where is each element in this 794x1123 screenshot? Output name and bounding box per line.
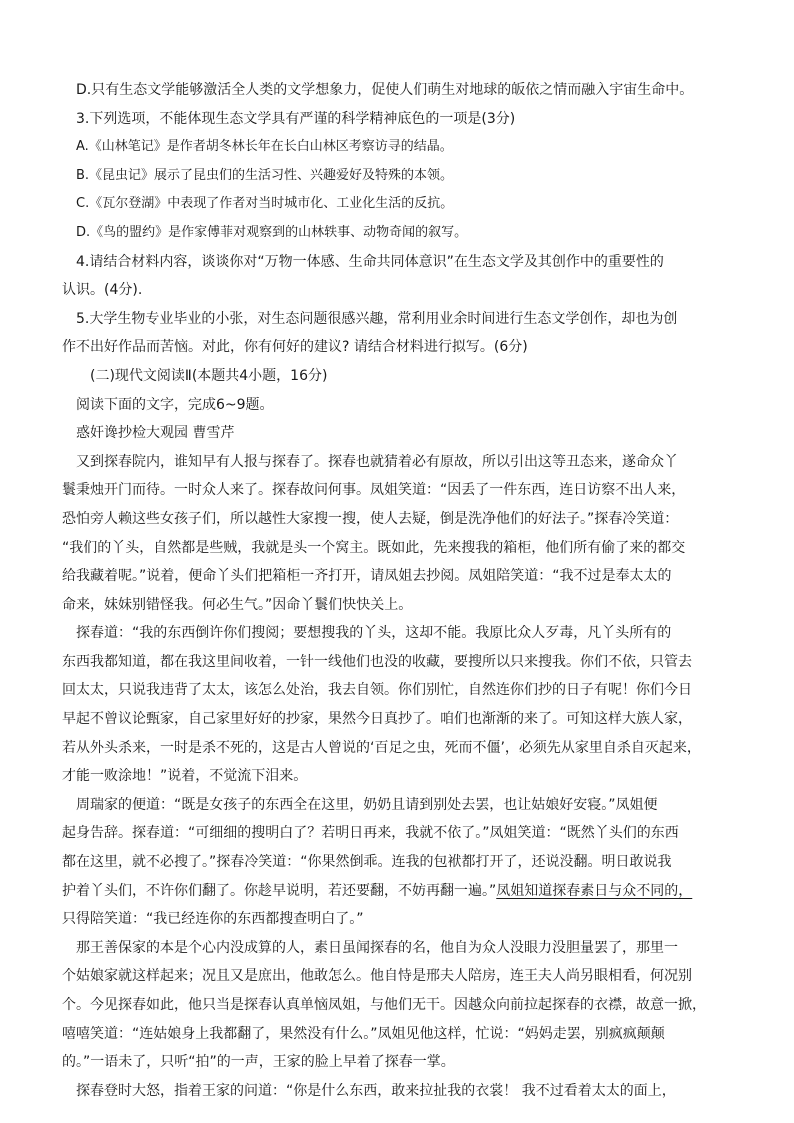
passage-p3-line-1: 周瑞家的便道：“既是女孩子的东西全在这里，奶奶且请到别处去罢，也让姑娘好安寝。”凤姐便 bbox=[76, 796, 658, 813]
passage-p2-line-5: 若从外头杀来，一时是杀不死的，这是古人曾说的‘百足之虫，死而不僵’，必须先从家里自杀自灭起来， bbox=[62, 739, 701, 756]
passage-p1-line-4: “我们的丫头，自然都是些贼，我就是头一个窝主。既如此，先来搜我的箱柜，他们所有偷了来的都交 bbox=[62, 539, 686, 556]
question-5-line-1: 5.大学生物专业毕业的小张，对生态问题很感兴趣，常利用业余时间进行生态文学创作，却也为创 bbox=[76, 310, 678, 327]
passage-p3-underlined-sentence: 凤姐知道探春素日与众不同的， bbox=[496, 882, 693, 899]
section-heading: (二)现代文阅读Ⅱ(本题共4小题，16分) bbox=[90, 367, 328, 384]
passage-p4-line-1: 那王善保家的本是个心内没成算的人，素日虽闻探春的名，他自为众人没眼力没胆量罢了，那里一 bbox=[76, 939, 678, 956]
passage-p2-line-4: 早起不曾议论甄家，自己家里好好的抄家，果然今日真抄了。咱们也渐渐的来了。可知这样大族人家， bbox=[62, 711, 692, 728]
passage-p1-line-6: 命来，妹妹别错怪我。何必生气。”因命丫鬟们快快关上。 bbox=[62, 596, 413, 613]
passage-p1-line-1: 又到探春院内，谁知早有人报与探春了。探春也就猜着必有原故，所以引出这等丑态来，遂命众丫 bbox=[76, 453, 678, 470]
passage-p2-line-1: 探春道：“我的东西倒许你们搜阅；要想搜我的丫头，这却不能。我原比众人歹毒，凡丫头所有的 bbox=[76, 625, 672, 642]
question-3-option-d: D.《鸟的盟约》是作家傅菲对观察到的山林轶事、动物奇闻的叙写。 bbox=[76, 224, 468, 240]
question-3-option-a: A.《山林笔记》是作者胡冬林长年在长白山林区考察访寻的结晶。 bbox=[76, 139, 453, 155]
passage-p4-line-4: 嘻嘻笑道：“连姑娘身上我都翻了，果然没有什么。”凤姐见他这样，忙说：“妈妈走罢，别疯疯颠颠 bbox=[62, 1025, 665, 1042]
passage-p3-line-5: 只得陪笑道：“我已经连你的东西都搜查明白了。” bbox=[62, 911, 364, 928]
passage-p3-line-4 bbox=[62, 877, 734, 906]
passage-p2-line-6: 才能一败涂地！”说着，不觉流下泪来。 bbox=[62, 768, 308, 785]
passage-p2-line-2: 东西我都知道，都在我这里间收着，一针一线他们也没的收藏，要搜所以只来搜我。你们不依，只管去 bbox=[62, 653, 692, 670]
passage-p1-line-5: 给我藏着呢。”说着，便命丫头们把箱柜一齐打开，请凤姐去抄阅。凤姐陪笑道：“我不过是奉太太的 bbox=[62, 568, 672, 585]
passage-p4-line-2: 个姑娘家就这样起来；况且又是庶出，他敢怎么。他自恃是邢夫人陪房，连王夫人尚另眼相看，何况别 bbox=[62, 968, 692, 985]
section-instruction: 阅读下面的文字，完成6~9题。 bbox=[76, 396, 274, 413]
passage-p1-line-3: 恐怕旁人赖这些女孩子们，所以越性大家搜一搜，使人去疑，倒是洗净他们的好法子。”探春冷笑道： bbox=[62, 510, 679, 527]
passage-title: 惑奸谗抄检大观园 曹雪芹 bbox=[76, 425, 235, 442]
question-3-stem: 3.下列选项，不能体现生态文学具有严谨的科学精神底色的一项是(3分) bbox=[76, 110, 516, 127]
question-3-option-c: C.《瓦尔登湖》中表现了作者对当时城市化、工业化生活的反抗。 bbox=[76, 196, 454, 212]
question-4-line-1: 4.请结合材料内容，谈谈你对“万物一体感、生命共同体意识”在生态文学及其创作中的重要性的 bbox=[76, 253, 664, 270]
question-4-line-2: 认识。(4分). bbox=[62, 282, 143, 299]
passage-p1-line-2: 鬟秉烛开门而待。一时众人来了。探春故问何事。凤姐笑道：“因丢了一件东西，连日访察不出人来， bbox=[62, 482, 686, 499]
question-2-option-d: D.只有生态文学能够激活全人类的文学想象力，促使人们萌生对地球的皈依之情而融入宇宙生命中。 bbox=[76, 82, 694, 98]
passage-p3-line-3: 都在这里，就不必搜了。”探春冷笑道：“你果然倒乖。连我的包袱都打开了，还说没翻。明日敢说我 bbox=[62, 854, 672, 871]
passage-p3-line-4-text: 护着丫头们，不许你们翻了。你趁早说明，若还要翻，不妨再翻一遍。” bbox=[62, 882, 497, 899]
passage-p5-line-1: 探春登时大怒，指着王家的问道：“你是什么东西，敢来拉扯我的衣裳！ 我不过看着太太的面上， bbox=[76, 1082, 676, 1099]
passage-p4-line-5: 的。”一语未了，只听“拍”的一声，王家的脸上早着了探春一掌。 bbox=[62, 1054, 455, 1071]
question-5-line-2: 作不出好作品而苦恼。对此，你有何好的建议? 请结合材料进行拟写。(6分) bbox=[62, 339, 528, 356]
question-3-option-b: B.《昆虫记》展示了昆虫们的生活习性、兴趣爱好及特殊的本领。 bbox=[76, 167, 454, 183]
passage-p2-line-3: 回太太，只说我违背了太太，该怎么处治，我去自领。你们别忙，自然连你们抄的日子有呢！你们今日 bbox=[62, 682, 692, 699]
passage-p3-line-2: 起身告辞。探春道：“可细细的搜明白了？若明日再来，我就不依了。”凤姐笑道：“既然丫头们的东西 bbox=[62, 825, 679, 842]
passage-p4-line-3: 个。今见探春如此，他只当是探春认真单恼凤姐，与他们无干。因越众向前拉起探春的衣襟，故意一掀， bbox=[62, 997, 706, 1013]
